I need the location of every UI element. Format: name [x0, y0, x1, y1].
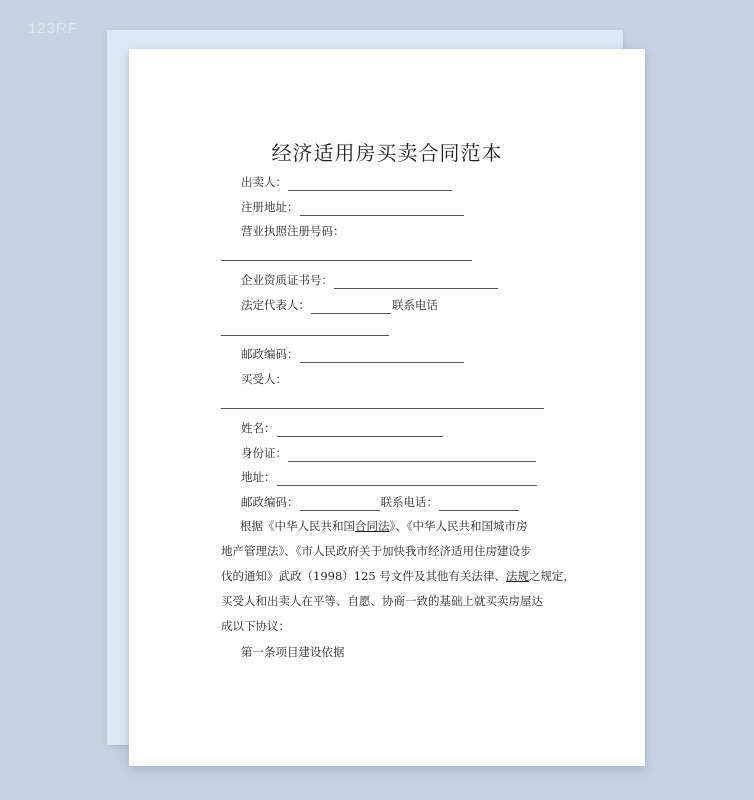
- postcode-blank-2: [300, 496, 380, 511]
- buyer-label: 买受人：: [241, 372, 287, 386]
- license-row: [241, 222, 345, 240]
- qualification-row: [241, 271, 499, 289]
- paragraph-line-5: 成以下协议：: [221, 619, 290, 633]
- document-page: [129, 49, 645, 766]
- reg-address-blank: [300, 201, 464, 216]
- address-row: [241, 468, 538, 486]
- name-blank: [277, 422, 443, 437]
- postcode-row-2: [241, 493, 520, 511]
- article-1-text: 第一条项目建设依据: [241, 645, 345, 659]
- postcode-blank-1: [300, 348, 464, 363]
- legal-rep-phone-label: 联系电话: [392, 298, 438, 312]
- legal-rep-row: [241, 296, 438, 314]
- reg-address-row: [241, 198, 465, 216]
- name-label: 姓名：: [241, 421, 276, 435]
- reg-address-label: 注册地址：: [241, 200, 299, 214]
- id-card-label: 身份证：: [241, 446, 287, 460]
- agreement-paragraph: [221, 514, 575, 639]
- id-card-blank: [288, 447, 536, 462]
- paragraph-text-3a: 伐的通知》武政（1998）125 号文件及其他有关法律、: [221, 569, 506, 583]
- paragraph-line-3: [221, 564, 575, 589]
- contract-law-link[interactable]: 合同法: [355, 519, 390, 533]
- document-title: 经济适用房买卖合同范本: [271, 141, 503, 165]
- postcode-row-1: [241, 345, 465, 363]
- legal-rep-phone-blank-line: [221, 335, 389, 336]
- regulations-link[interactable]: 法规: [505, 569, 529, 583]
- license-label: 营业执照注册号码：: [241, 224, 345, 238]
- watermark-text: 123RF: [28, 20, 79, 37]
- seller-row: [241, 173, 453, 191]
- id-card-row: [241, 444, 537, 462]
- postcode-label-1: 邮政编码：: [241, 347, 299, 361]
- address-blank: [277, 471, 537, 486]
- paragraph-line-2: 地产管理法》、《市人民政府关于加快我市经济适用住房建设步: [221, 544, 532, 558]
- seller-label: 出卖人：: [241, 175, 287, 189]
- article-1-heading: [241, 643, 345, 661]
- buyer-row: [241, 370, 287, 388]
- postcode-label-2: 邮政编码：: [241, 495, 299, 509]
- legal-rep-label: 法定代表人：: [241, 298, 310, 312]
- buyer-blank-line: [221, 408, 544, 409]
- phone-label-2: 联系电话：: [380, 495, 438, 509]
- paragraph-text-1a: 根据《中华人民共和国: [240, 519, 355, 533]
- qualification-blank: [334, 274, 498, 289]
- paragraph-text-3b: 之规定，: [528, 569, 575, 583]
- name-row: [241, 419, 444, 437]
- qualification-label: 企业资质证书号：: [241, 273, 333, 287]
- seller-blank: [288, 176, 452, 191]
- paragraph-line-4: 买受人和出卖人在平等、自愿、协商一致的基础上就买卖房屋达: [221, 594, 543, 608]
- license-blank-line: [221, 260, 472, 261]
- paragraph-text-1b: 》、《中华人民共和国城市房: [389, 519, 528, 533]
- paragraph-line-1: [221, 514, 551, 539]
- address-label: 地址：: [241, 470, 276, 484]
- phone-blank-2: [439, 496, 519, 511]
- legal-rep-blank: [311, 299, 391, 314]
